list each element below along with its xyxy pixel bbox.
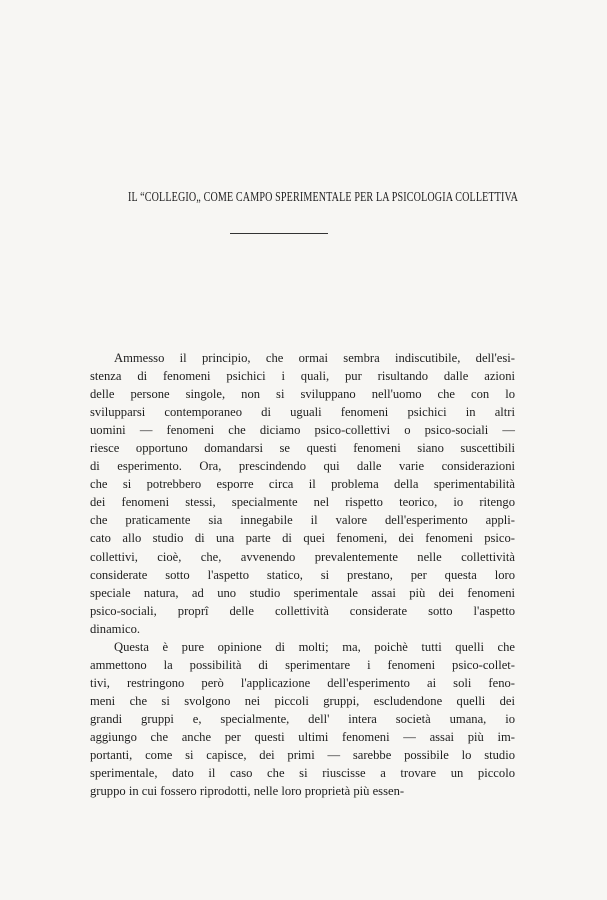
text-line: svilupparsi contemporaneo di uguali fenomeni psichici in altri bbox=[90, 405, 515, 420]
text-line: collettivi, cioè, che, avvenendo prevalentemente nelle collettività bbox=[90, 549, 515, 564]
text-line: meni che si svolgono nei piccoli gruppi, escludendone quelli dei bbox=[90, 693, 515, 708]
text-line: di esperimento. Ora, prescindendo qui dalle varie considerazioni bbox=[90, 459, 515, 474]
paragraph bbox=[90, 349, 515, 638]
text-line: psico-sociali, proprî delle collettività considerate sotto l'aspetto bbox=[90, 603, 515, 618]
text-line: ammettono la possibilità di sperimentare i fenomeni psico-collet- bbox=[90, 657, 515, 672]
title-divider bbox=[230, 233, 328, 234]
paragraph bbox=[90, 638, 515, 800]
text-line: Questa è pure opinione di molti; ma, poichè tutti quelli che bbox=[114, 639, 515, 654]
text-line: speciale natura, ad uno studio sperimentale assai più dei fenomeni bbox=[90, 585, 515, 600]
text-line: che praticamente sia innegabile il valore dell'esperimento appli- bbox=[90, 513, 515, 528]
text-line: Ammesso il principio, che ormai sembra indiscutibile, dell'esi- bbox=[114, 351, 515, 365]
text-line: tivi, restringono però l'applicazione dell'esperimento ai soli feno- bbox=[90, 675, 515, 690]
text-line: stenza di fenomeni psichici i quali, pur risultando dalle azioni bbox=[90, 369, 515, 384]
text-line: riesce opportuno domandarsi se questi fenomeni siano suscettibili bbox=[90, 441, 515, 456]
text-line: gruppo in cui fossero riprodotti, nelle loro proprietà più essen- bbox=[90, 784, 405, 799]
text-line: cato allo studio di una parte di quei fenomeni, dei fenomeni psico- bbox=[90, 531, 515, 546]
text-line: aggiungo che anche per questi ultimi fenomeni — assai più im- bbox=[90, 729, 515, 744]
article-title: IL “COLLEGIO„ COME CAMPO SPERIMENTALE PER LA PSICOLOGIA COLLETTIVA bbox=[128, 190, 519, 205]
text-line: grandi gruppi e, specialmente, dell' intera società umana, io bbox=[90, 711, 515, 726]
text-line: considerate sotto l'aspetto statico, si prestano, per questa loro bbox=[90, 567, 515, 582]
article-body bbox=[90, 349, 515, 800]
text-line: portanti, come si capisce, dei primi — sarebbe possibile lo studio bbox=[90, 748, 515, 763]
text-line: delle persone singole, non si sviluppano nell'uomo che con lo bbox=[90, 387, 515, 402]
text-line: dei fenomeni stessi, specialmente nel rispetto teorico, io ritengo bbox=[90, 495, 515, 510]
text-line: dinamico. bbox=[90, 621, 141, 636]
text-line: sperimentale, dato il caso che si riuscisse a trovare un piccolo bbox=[90, 766, 515, 781]
text-line: uomini — fenomeni che diciamo psico-collettivi o psico-sociali — bbox=[90, 423, 515, 438]
text-line: che si potrebbero esporre circa il problema della sperimentabilità bbox=[90, 477, 515, 492]
